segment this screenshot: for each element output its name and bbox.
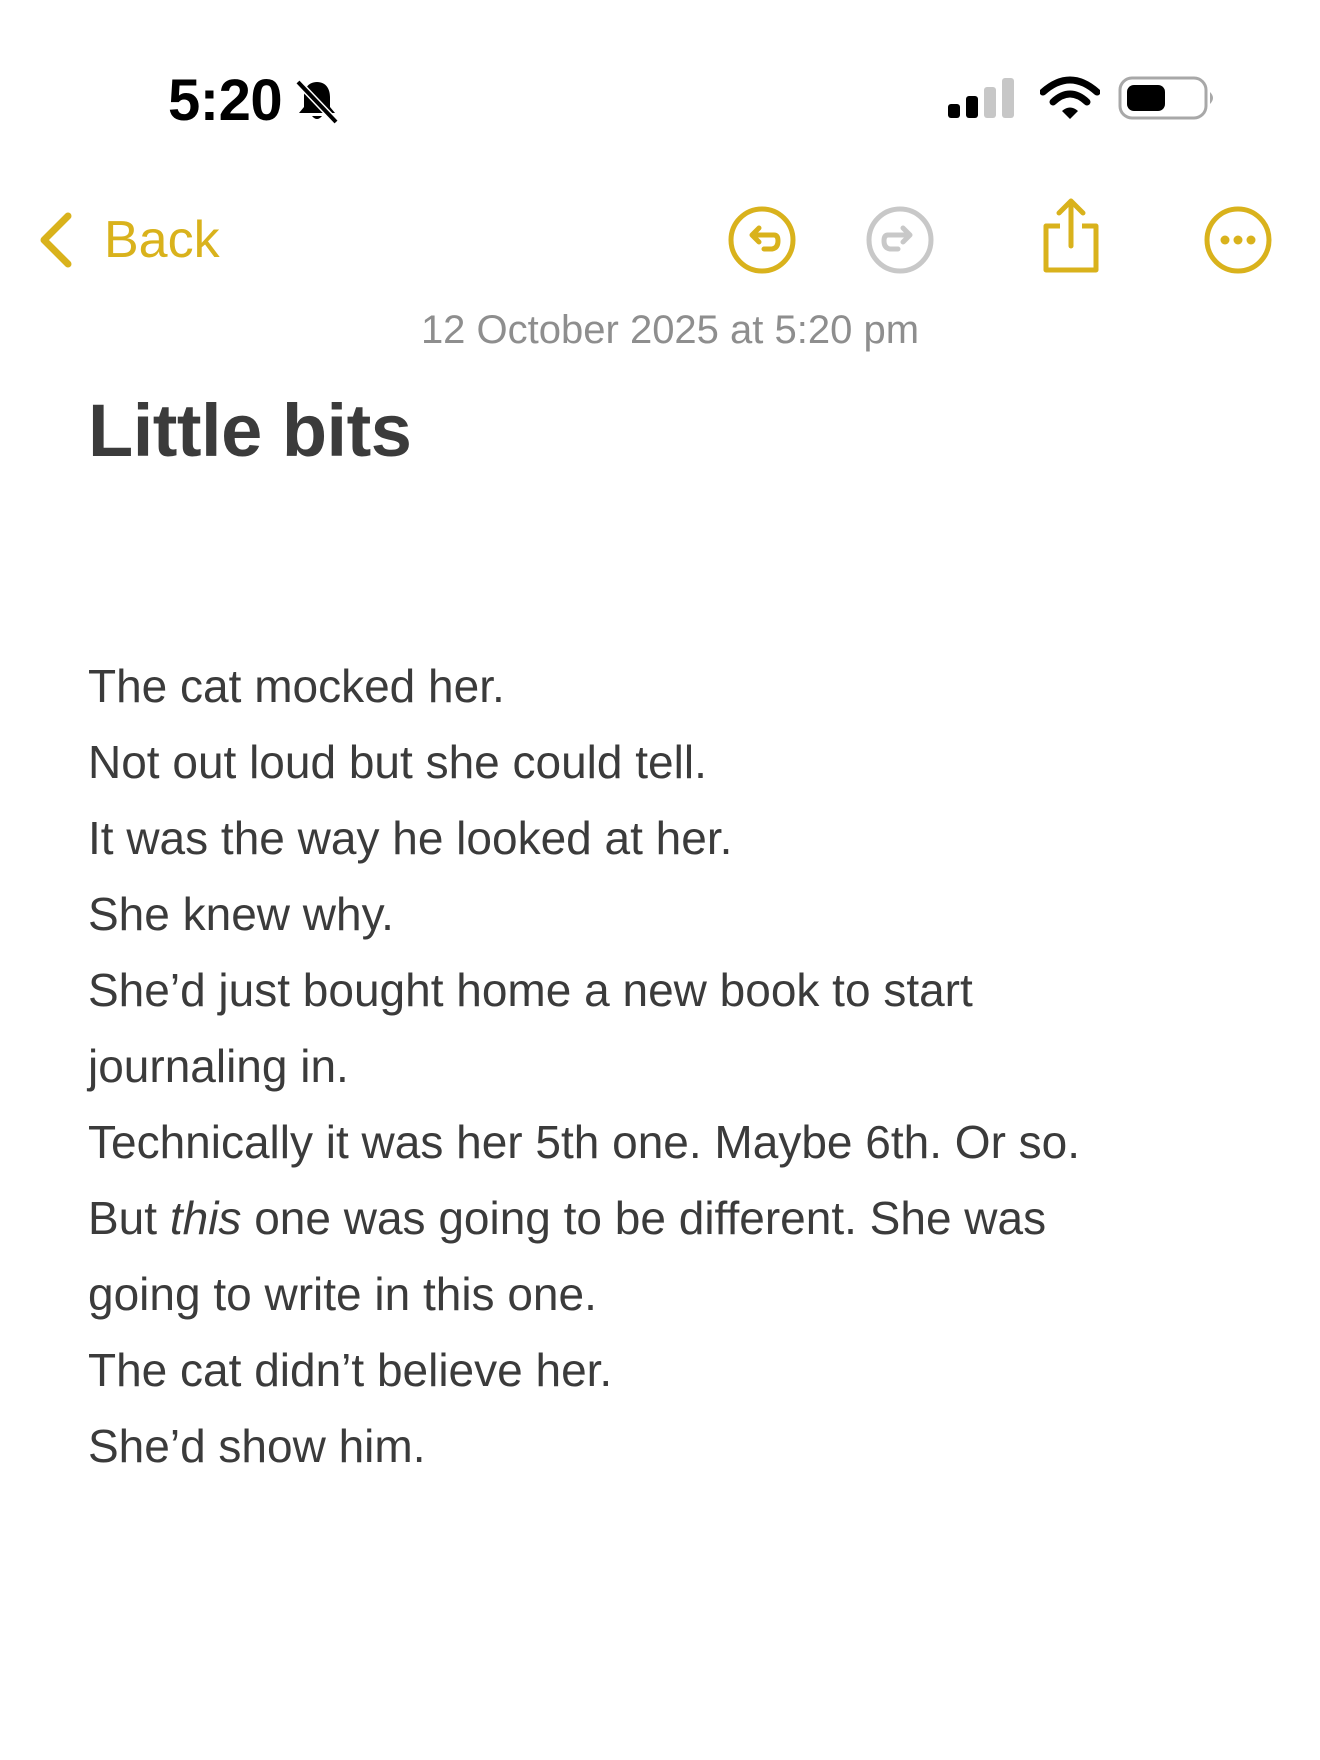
wifi-icon — [1040, 76, 1100, 120]
more-icon[interactable] — [1202, 204, 1274, 276]
italic-word: this — [169, 1192, 242, 1244]
note-title[interactable]: Little bits — [88, 389, 412, 472]
note-line-with-italic — [88, 1180, 1228, 1256]
cellular-signal-icon — [948, 78, 1018, 120]
note-line: journaling in. — [88, 1040, 349, 1092]
note-line: She’d show him. — [88, 1420, 426, 1472]
note-date: 12 October 2025 at 5:20 pm — [420, 308, 920, 352]
back-button[interactable] — [36, 204, 220, 276]
note-line: The cat didn’t believe her. — [88, 1344, 613, 1396]
note-line: Technically it was her 5th one. Maybe 6th. Or so. — [88, 1116, 1081, 1168]
status-time: 5:20 — [168, 68, 283, 133]
status-bar — [0, 0, 1320, 140]
note-line: She knew why. — [88, 888, 394, 940]
bell-slash-icon — [292, 76, 342, 126]
line-text-after: one was going to be different. She was — [241, 1192, 1047, 1244]
note-line: It was the way he looked at her. — [88, 812, 733, 864]
note-line: She’d just bought home a new book to start — [88, 964, 973, 1016]
undo-icon[interactable] — [726, 204, 798, 276]
redo-icon[interactable] — [864, 204, 936, 276]
note-toolbar — [0, 190, 1320, 290]
share-icon[interactable] — [1038, 196, 1104, 276]
line-text-before: But — [88, 1192, 170, 1244]
note-line: going to write in this one. — [88, 1268, 597, 1320]
note-line: Not out loud but she could tell. — [88, 736, 707, 788]
battery-icon — [1118, 74, 1218, 122]
back-label: Back — [104, 211, 220, 269]
note-body[interactable] — [88, 648, 1228, 1484]
note-line: The cat mocked her. — [88, 660, 505, 712]
chevron-left-icon — [36, 210, 76, 270]
